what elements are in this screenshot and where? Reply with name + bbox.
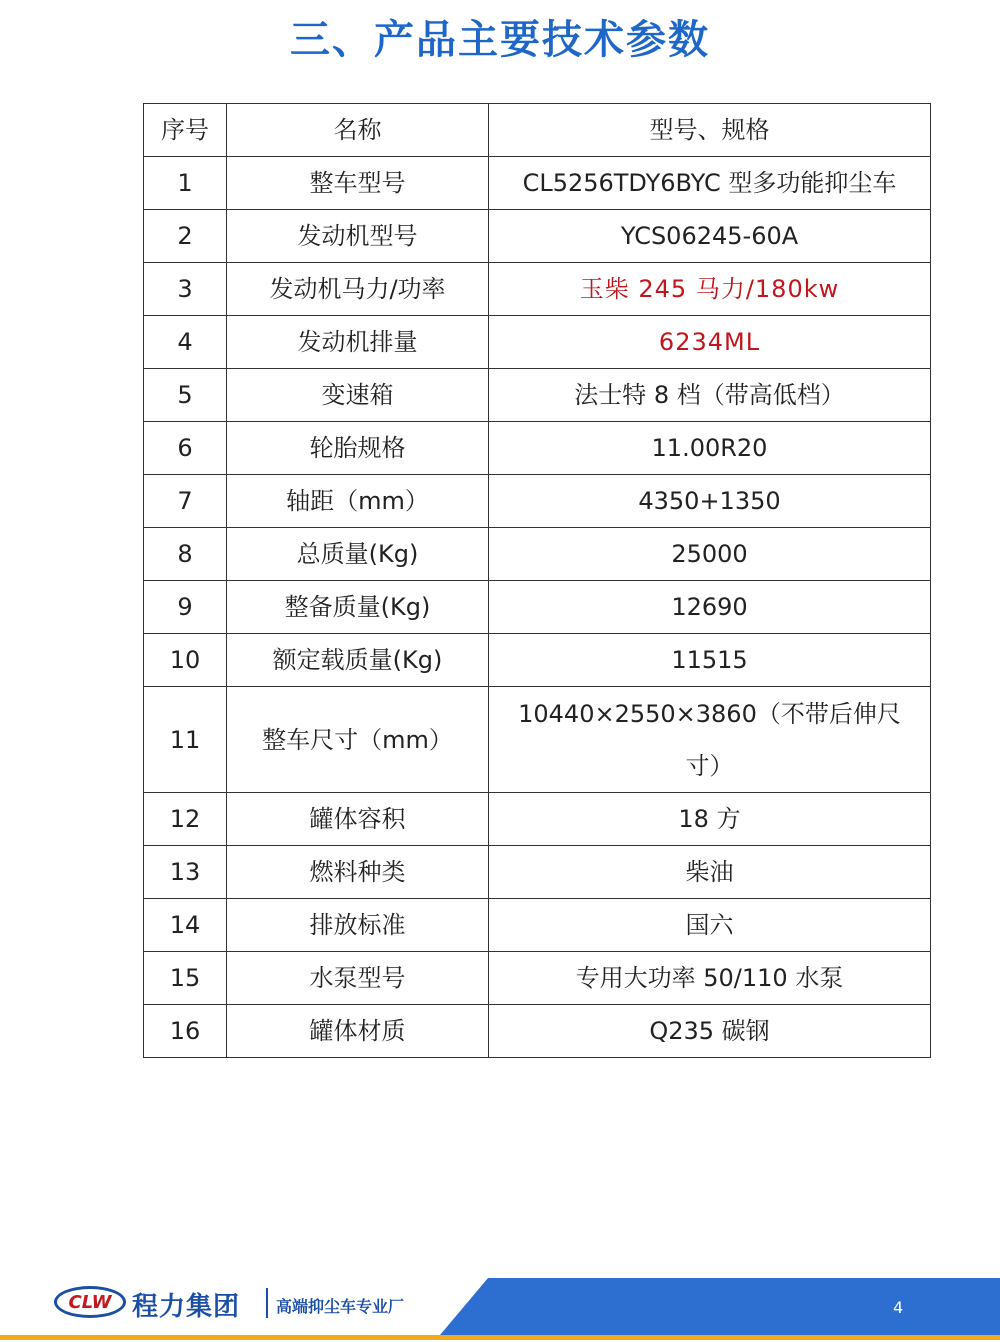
table-row	[144, 157, 931, 210]
row-no: 12	[144, 793, 227, 846]
row-name: 发动机型号	[227, 210, 489, 263]
row-name: 整备质量(Kg)	[227, 581, 489, 634]
table-row	[144, 952, 931, 1005]
row-no: 13	[144, 846, 227, 899]
row-value: 12690	[489, 581, 931, 634]
row-no: 11	[144, 687, 227, 793]
row-no: 7	[144, 475, 227, 528]
brand-slogan: 高端抑尘车专业厂	[276, 1297, 405, 1316]
page-title: 三、产品主要技术参数	[290, 17, 710, 63]
row-name: 发动机马力/功率	[227, 263, 489, 316]
row-value: 4350+1350	[489, 475, 931, 528]
header-name: 名称	[227, 104, 489, 157]
table-row	[144, 899, 931, 952]
row-no: 2	[144, 210, 227, 263]
row-no: 5	[144, 369, 227, 422]
header-spec: 型号、规格	[489, 104, 931, 157]
table-row	[144, 793, 931, 846]
header-no: 序号	[144, 104, 227, 157]
table-row	[144, 263, 931, 316]
row-value: 柴油	[489, 846, 931, 899]
page-footer	[0, 1268, 1000, 1342]
row-value: YCS06245-60A	[489, 210, 931, 263]
table-row	[144, 846, 931, 899]
row-name: 罐体容积	[227, 793, 489, 846]
row-value: 法士特 8 档（带高低档）	[489, 369, 931, 422]
row-no: 3	[144, 263, 227, 316]
row-name: 整车尺寸（mm）	[227, 687, 489, 793]
brand-name: 程力集团	[132, 1292, 241, 1322]
row-value: 11515	[489, 634, 931, 687]
row-name: 发动机排量	[227, 316, 489, 369]
table-row	[144, 634, 931, 687]
row-name: 燃料种类	[227, 846, 489, 899]
row-value-highlight: 6234ML	[489, 316, 931, 369]
row-value: CL5256TDY6BYC 型多功能抑尘车	[489, 157, 931, 210]
row-no: 9	[144, 581, 227, 634]
table-header-row	[144, 104, 931, 157]
row-no: 14	[144, 899, 227, 952]
footer-blue-banner	[440, 1278, 1000, 1335]
row-no: 8	[144, 528, 227, 581]
row-no: 15	[144, 952, 227, 1005]
row-name: 整车型号	[227, 157, 489, 210]
row-name: 额定载质量(Kg)	[227, 634, 489, 687]
row-name: 罐体材质	[227, 1005, 489, 1058]
page-number: 4	[893, 1298, 904, 1317]
row-no: 6	[144, 422, 227, 475]
row-value: 25000	[489, 528, 931, 581]
row-value: 11.00R20	[489, 422, 931, 475]
row-value: 国六	[489, 899, 931, 952]
row-name: 轮胎规格	[227, 422, 489, 475]
table-row	[144, 1005, 931, 1058]
row-no: 4	[144, 316, 227, 369]
footer-orange-line	[0, 1335, 1000, 1340]
row-value: 18 方	[489, 793, 931, 846]
table-row	[144, 475, 931, 528]
row-name: 轴距（mm）	[227, 475, 489, 528]
table-row	[144, 210, 931, 263]
logo-text: CLW	[68, 1291, 112, 1313]
row-value: 10440×2550×3860（不带后伸尺寸）	[489, 687, 931, 793]
row-name: 排放标准	[227, 899, 489, 952]
row-name: 总质量(Kg)	[227, 528, 489, 581]
table-row	[144, 581, 931, 634]
table-row	[144, 528, 931, 581]
table-row	[144, 422, 931, 475]
spec-table	[143, 103, 931, 1058]
row-name: 变速箱	[227, 369, 489, 422]
row-value: 专用大功率 50/110 水泵	[489, 952, 931, 1005]
row-value: Q235 碳钢	[489, 1005, 931, 1058]
table-row	[144, 687, 931, 793]
clw-logo	[54, 1286, 126, 1318]
row-no: 10	[144, 634, 227, 687]
row-name: 水泵型号	[227, 952, 489, 1005]
row-no: 1	[144, 157, 227, 210]
table-row	[144, 369, 931, 422]
table-row	[144, 316, 931, 369]
row-no: 16	[144, 1005, 227, 1058]
footer-divider	[266, 1288, 268, 1318]
row-value-highlight: 玉柴 245 马力/180kw	[489, 263, 931, 316]
